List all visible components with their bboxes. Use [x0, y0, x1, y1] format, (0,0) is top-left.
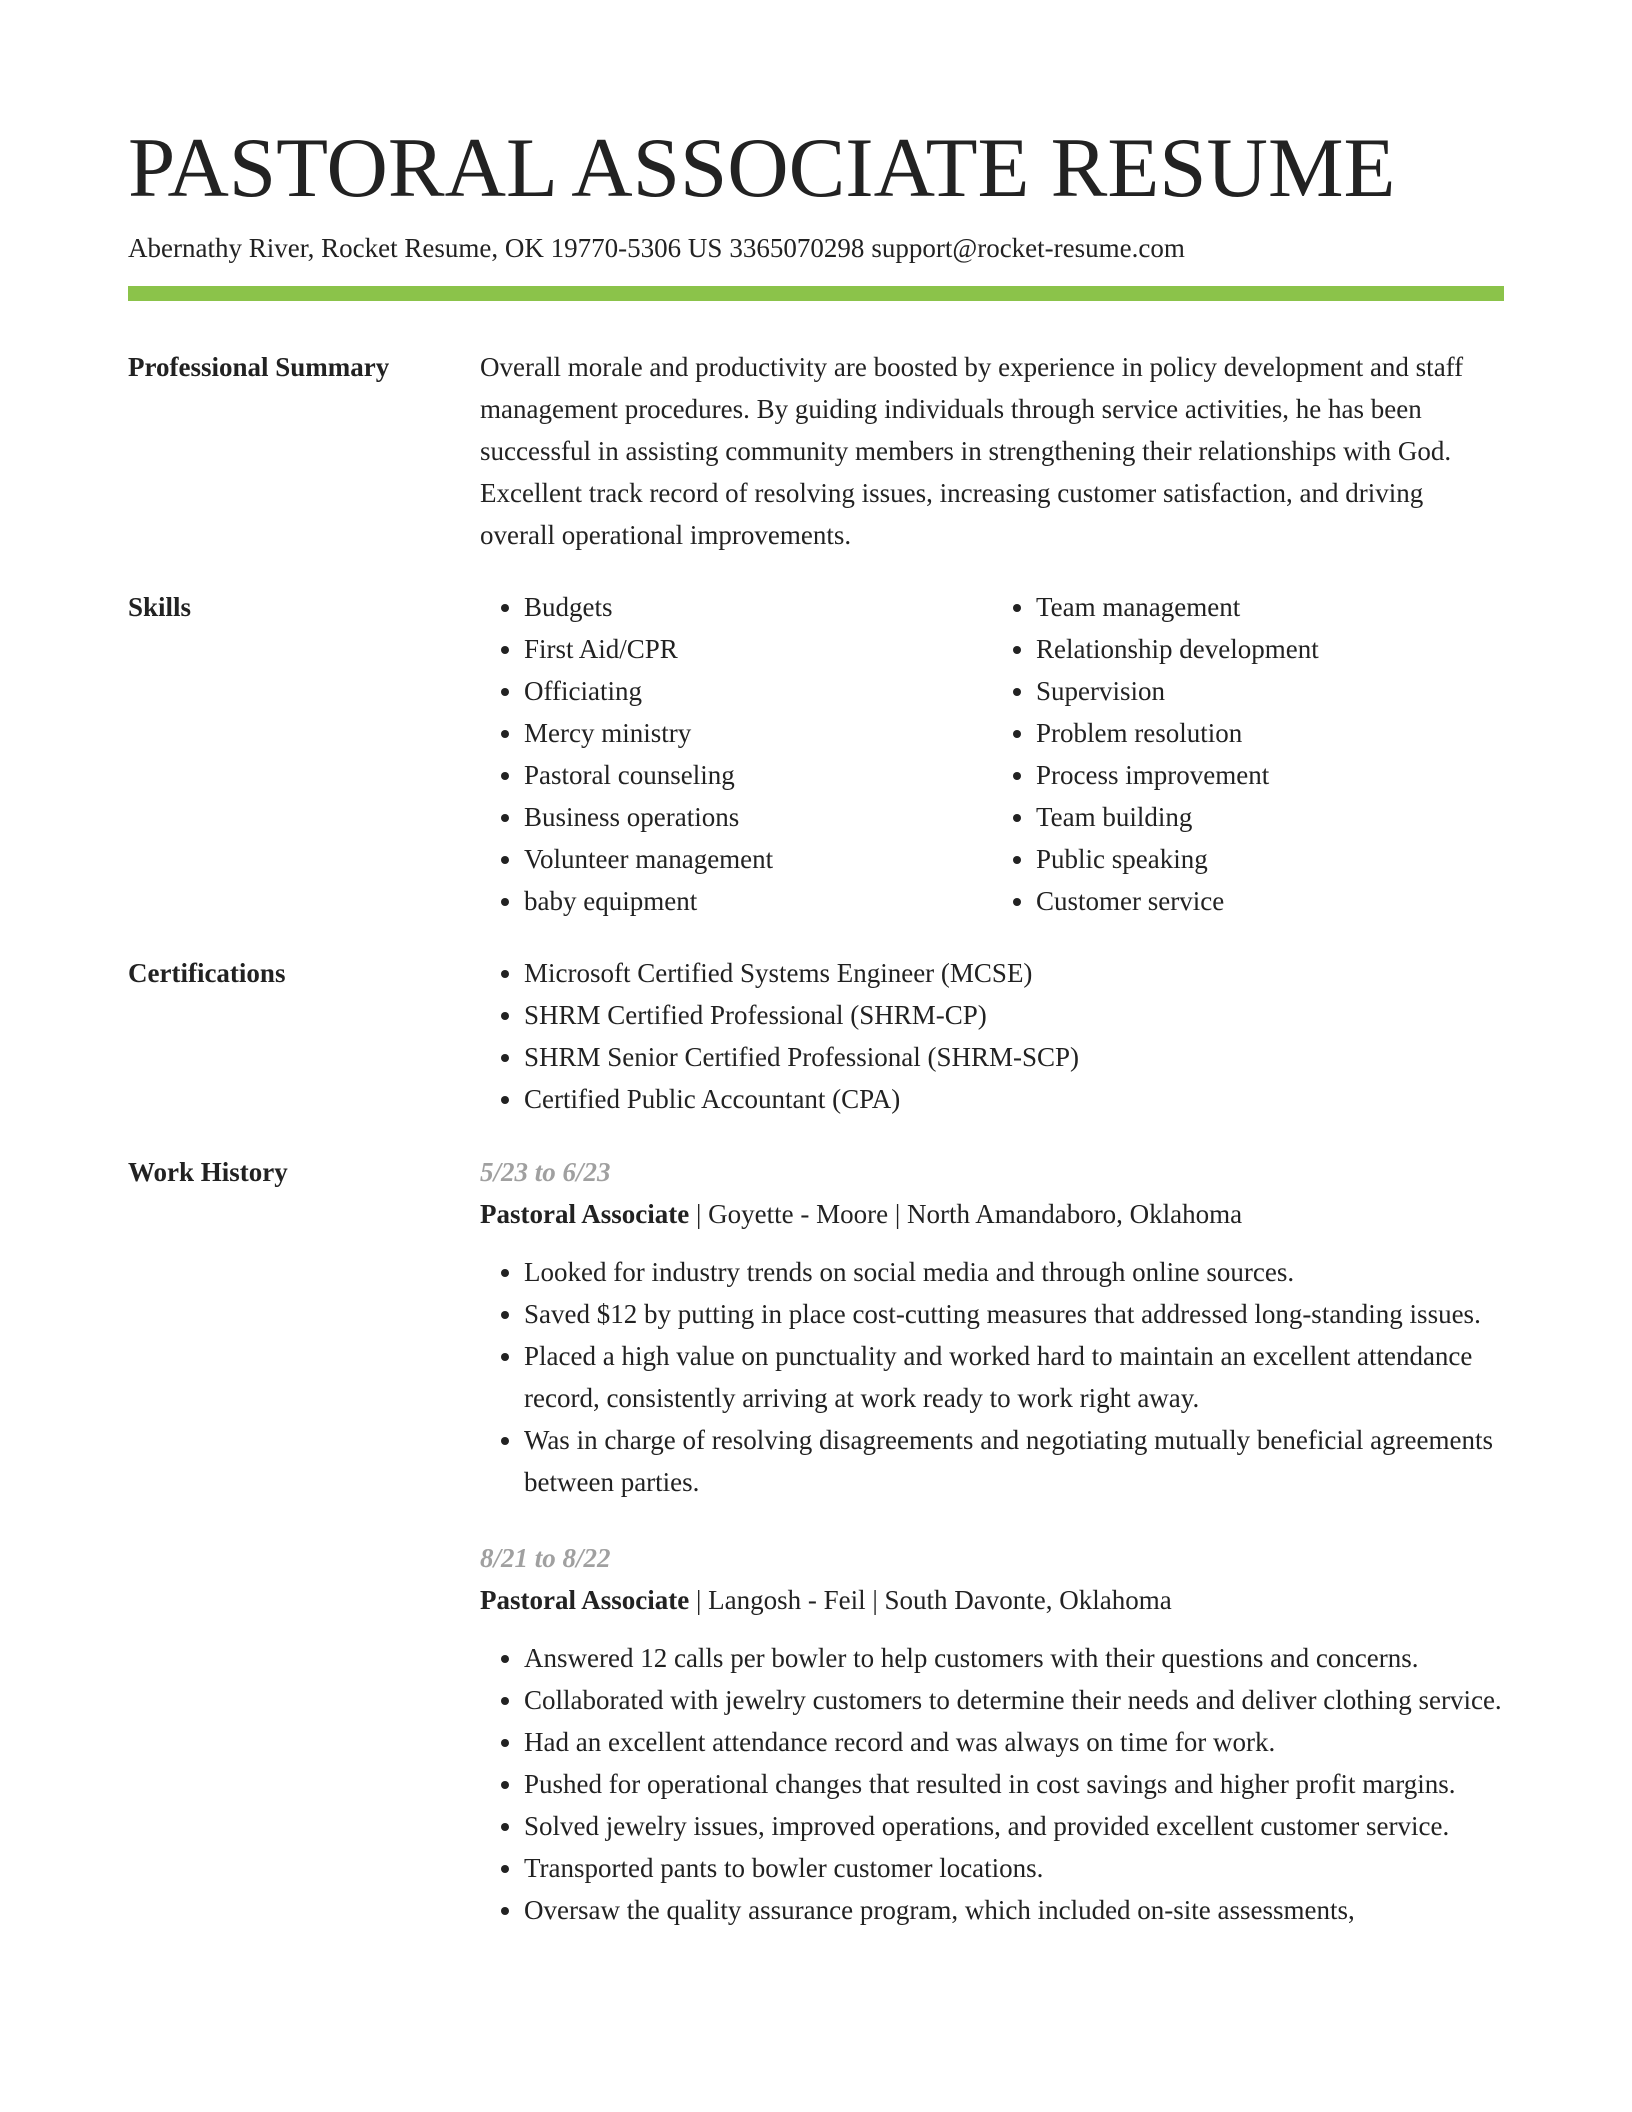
- skill-item: • Volunteer management: [524, 838, 992, 880]
- header-divider: [128, 286, 1504, 301]
- skills-list-left: [480, 586, 992, 922]
- job-bullet: • Oversaw the quality assurance program, which included on-site assessments,: [524, 1889, 1504, 1931]
- certifications-list: [480, 952, 1504, 1120]
- skill-item: • Team building: [1036, 796, 1504, 838]
- skill-item: • Supervision: [1036, 670, 1504, 712]
- job-title: Pastoral Associate: [480, 1199, 690, 1229]
- skills-label: Skills: [128, 592, 192, 622]
- contact-line: [128, 230, 1185, 266]
- job-bullet: • Was in charge of resolving disagreements and negotiating mutually beneficial agreements between parties.: [524, 1419, 1504, 1503]
- skill-item: • First Aid/CPR: [524, 628, 992, 670]
- job-bullet: • Looked for industry trends on social media and through online sources.: [524, 1251, 1504, 1293]
- skill-item: • Process improvement: [1036, 754, 1504, 796]
- certifications-body: [480, 952, 1504, 1120]
- work-history-label: Work History: [128, 1157, 288, 1187]
- skill-item: • Budgets: [524, 586, 992, 628]
- certification-item: • Certified Public Accountant (CPA): [524, 1078, 1504, 1120]
- job-details: | Goyette - Moore | North Amandaboro, Oklahoma: [689, 1199, 1243, 1229]
- skill-item: • Relationship development: [1036, 628, 1504, 670]
- job-bullet: • Collaborated with jewelry customers to determine their needs and deliver clothing service.: [524, 1679, 1504, 1721]
- certifications-label: Certifications: [128, 958, 286, 988]
- job-dates: 5/23 to 6/23: [480, 1157, 611, 1187]
- skill-item: • Public speaking: [1036, 838, 1504, 880]
- skill-item: • baby equipment: [524, 880, 992, 922]
- summary-body: [480, 346, 1504, 556]
- summary-label: Professional Summary: [128, 352, 390, 382]
- certification-item: • SHRM Senior Certified Professional (SHRM-SCP): [524, 1036, 1504, 1078]
- skill-item: • Team management: [1036, 586, 1504, 628]
- skill-item: • Customer service: [1036, 880, 1504, 922]
- job-heading: [480, 1579, 1504, 1621]
- job-bullet: • Saved $12 by putting in place cost-cutting measures that addressed long-standing issues.: [524, 1293, 1504, 1335]
- work-history-body: [480, 1151, 1504, 1965]
- skills-body: [480, 586, 1504, 922]
- job-entry: [480, 1537, 1504, 1931]
- summary-text: Overall morale and productivity are boosted by experience in policy development and staff management procedures. By guiding individuals through service activities, he has been successful in assisting community members in strengthening their relationships with God. Excellent track record of resolving issues, increasing customer satisfaction, and driving overall operational improvements.: [480, 352, 1464, 550]
- certification-item: • SHRM Certified Professional (SHRM-CP): [524, 994, 1504, 1036]
- job-bullet: • Placed a high value on punctuality and worked hard to maintain an excellent attendance record, consistently arriving at work ready to work right away.: [524, 1335, 1504, 1419]
- job-title: Pastoral Associate: [480, 1585, 690, 1615]
- job-bullet: • Answered 12 calls per bowler to help customers with their questions and concerns.: [524, 1637, 1504, 1679]
- resume-title: PASTORAL ASSOCIATE RESUME: [128, 121, 1396, 215]
- contact-phone: 3365070298: [729, 233, 865, 263]
- skill-item: • Officiating: [524, 670, 992, 712]
- job-heading: [480, 1193, 1504, 1235]
- contact-address: Abernathy River, Rocket Resume, OK 19770-5306 US: [128, 233, 723, 263]
- skill-item: • Pastoral counseling: [524, 754, 992, 796]
- job-bullet: • Pushed for operational changes that resulted in cost savings and higher profit margins.: [524, 1763, 1504, 1805]
- job-entry: [480, 1151, 1504, 1503]
- skills-list-right: [992, 586, 1504, 922]
- job-dates: 8/21 to 8/22: [480, 1543, 611, 1573]
- job-bullets: [480, 1637, 1504, 1931]
- certification-item: • Microsoft Certified Systems Engineer (MCSE): [524, 952, 1504, 994]
- skill-item: • Mercy ministry: [524, 712, 992, 754]
- job-bullet: • Solved jewelry issues, improved operations, and provided excellent customer service.: [524, 1805, 1504, 1847]
- contact-email: support@rocket-resume.com: [871, 233, 1185, 263]
- job-bullets: [480, 1251, 1504, 1503]
- skill-item: • Problem resolution: [1036, 712, 1504, 754]
- job-details: | Langosh - Feil | South Davonte, Oklahoma: [689, 1585, 1172, 1615]
- job-bullet: • Transported pants to bowler customer locations.: [524, 1847, 1504, 1889]
- job-bullet: • Had an excellent attendance record and was always on time for work.: [524, 1721, 1504, 1763]
- skill-item: • Business operations: [524, 796, 992, 838]
